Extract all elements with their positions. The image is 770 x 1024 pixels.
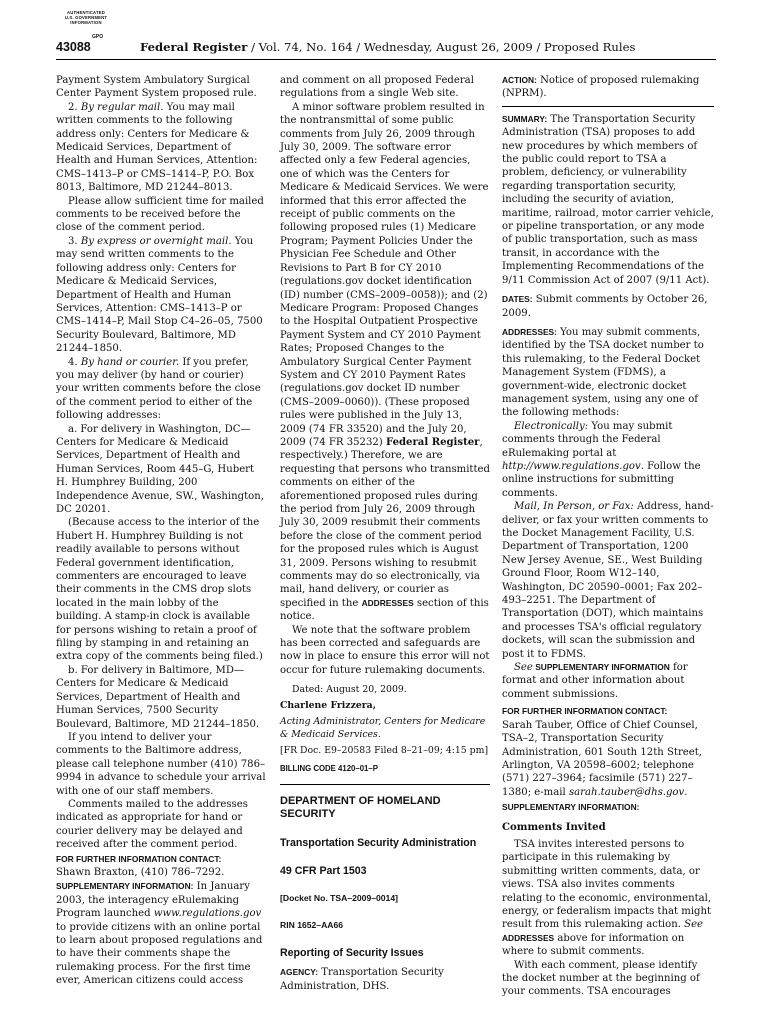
department-heading: DEPARTMENT OF HOMELAND SECURITY	[280, 794, 441, 821]
addresses-section: ADDRESSES: You may submit comments, identified by the TSA docket number to this rulemaking, to the Federal Docket Management System (FDMS), a government-wide, electronic docket management system, using any one of the following methods:	[502, 326, 704, 419]
signer-title: Acting Administrator, Centers for Medicare & Medicaid Services.	[280, 716, 486, 741]
signer-name: Charlene Frizzera,	[280, 700, 376, 712]
rin-number: RIN 1652–AA66	[280, 919, 344, 930]
publication-name: Federal Register	[140, 40, 248, 54]
paragraph: If you intend to deliver your comments to the Baltimore address, please call telephone number (410) 786–9994 in advance to schedule your arrival with one of our staff members.	[56, 731, 266, 797]
gpo-authentication-seal-icon	[54, 10, 118, 40]
paragraph: With each comment, please identify the docket number at the beginning of your comments. TSA encourages	[502, 959, 700, 998]
docket-number: [Docket No. TSA–2009–0014]	[280, 892, 398, 903]
sub-agency-heading: Transportation Security Administration	[280, 836, 477, 849]
summary-section: SUMMARY: The Transportation Security Administration (TSA) proposes to add new procedures by which members of the public could report to TSA a problem, deficiency, or vulnerability regarding transportation security, including the security of aviation, maritime, railroad, motor carrier vehicle, or pipeline transportation, or any mode of public transportation, such as mass transit, in accordance with the Implementing Recommendations of the 9/11 Commission Act of 2007 (9/11 Act).	[502, 113, 714, 286]
paragraph: 4. By hand or courier. If you prefer, you may deliver (by hand or courier) your written comments before the close of the comment period to either of the following addresses:	[56, 356, 261, 422]
seal-gpo-label: GPO	[92, 34, 104, 40]
paragraph: 3. By express or overnight mail. You may send written comments to the following address only: Centers for Medicare & Medicaid Services, Department of Health and Human Services, Attention: CMS–1413–P or CMS–1414–P, Mail Stop C4–26–05, 7500 Security Boulevard, Baltimore, MD 21244–1850.	[56, 235, 263, 355]
billing-code: BILLING CODE 4120–01–P	[280, 764, 378, 774]
dates-label: DATES:	[502, 294, 533, 305]
dates-section: DATES: Submit comments by October 26, 2009.	[502, 294, 708, 319]
paragraph: a. For delivery in Washington, DC—Centers for Medicare & Medicaid Services, Department of Health and Human Services, Room 445–G, Hubert H. Humphrey Building, 200 Independence Avenue, SW., Washington, DC 20201.	[56, 423, 264, 515]
column-2	[280, 74, 490, 993]
section-rule	[502, 106, 714, 107]
seal-line: U.S. GOVERNMENT	[64, 15, 108, 20]
supplementary-label: SUPPLEMENTARY INFORMATION:	[56, 881, 194, 892]
fr-doc-line: [FR Doc. E9–20583 Filed 8–21–09; 4:15 pm]	[280, 745, 489, 757]
rule-title: Reporting of Security Issues	[280, 946, 424, 959]
dated-line: Dated: August 20, 2009.	[292, 684, 407, 696]
regulations-link[interactable]: www.regulations.gov	[153, 908, 262, 920]
paragraph: and comment on all proposed Federal regulations from a single Web site.	[280, 75, 474, 100]
running-head	[140, 40, 635, 54]
paragraph: b. For delivery in Baltimore, MD—Centers for Medicare & Medicaid Services, Department of Health and Human Services, 7500 Security Boulevard, Baltimore, MD 21244–1850.	[56, 664, 260, 730]
paragraph: TSA invites interested persons to participate in this rulemaking by submitting written comments, data, or views. TSA also invites comments relating to the economic, environmental, energy, or federalism impacts that might result from this rulemaking action. See ADDRESSES above for information on where to submit comments.	[502, 838, 712, 958]
eRulemaking-link[interactable]: http://www.regulations.gov	[502, 460, 641, 472]
contact-section: FOR FURTHER INFORMATION CONTACT: Sarah Tauber, Office of Chief Counsel, TSA–2, Transportation Security Administration, 601 South 12th Street, Arlington, VA 20598–6002; telephone (571) 227–3964; facsimile (571) 227–1380; e-mail sarah.tauber@dhs.gov.	[502, 706, 702, 798]
paragraph: (Because access to the interior of the Hubert H. Humphrey Building is not readily available to persons without Federal government identification, commenters are encouraged to leave their comments in the CMS drop slots located in the main lobby of the building. A stamp-in clock is available for persons wishing to retain a proof of filing by stamping in and retaining an extra copy of the comments being filed.)	[56, 517, 263, 663]
paragraph: Mail, In Person, or Fax: Address, hand-deliver, or fax your written comments to the Docket Management Facility, U.S. Department of Transportation, 1200 New Jersey Avenue, SE., West Building Ground Floor, Room W12–140, Washington, DC 20590–0001; Fax 202–493–2251. The Department of Transportation (DOT), which maintains and processes TSA's official regulatory dockets, will scan the submission and post it to FDMS.	[502, 501, 714, 660]
supplementary-label: SUPPLEMENTARY INFORMATION:	[502, 802, 640, 813]
contact-label: FOR FURTHER INFORMATION CONTACT:	[56, 853, 222, 864]
agency-label: AGENCY:	[280, 967, 318, 978]
page-number: 43088	[56, 40, 91, 54]
seal-line: INFORMATION	[70, 20, 102, 25]
addresses-label: ADDRESSES:	[502, 326, 557, 337]
column-1	[56, 74, 266, 988]
paragraph: A minor software problem resulted in the nontransmittal of some public comments from July 26, 2009 through July 30, 2009. The software error affected only a few Federal agencies, one of which was the Centers for Medicare & Medicaid Services. We were informed that this error affected the receipt of public comments on the following proposed rules (1) Medicare Program; Payment Policies Under the Physician Fee Schedule and Other Revisions to Part B for CY 2010 (regulations.gov docket identification (ID) number (CMS–2009–0058)); and (2) Medicare Program: Proposed Changes to the Hospital Outpatient Prospective Payment System and CY 2010 Payment Rates; Proposed Changes to the Ambulatory Surgical Center Payment System and CY 2010 Payment Rates (regulations.gov docket ID number (CMS–2009–0060)). (These proposed rules were published in the July 13, 2009 (74 FR 33520) and the July 20, 2009 (74 FR 35232) Federal Register, respectively.) Therefore, we are requesting that persons who transmitted comments on either of the aforementioned proposed rules during the period from July 26, 2009 through July 30, 2009 resubmit their comments before the close of the comment period for the proposed rules which is August 31, 2009. Persons wishing to resubmit comments may do so electronically, via mail, hand delivery, or courier as specified in the ADDRESSES section of this notice.	[280, 101, 490, 623]
paragraph: Electronically: You may submit comments through the Federal eRulemaking portal at http://www.regulations.gov. Follow the online instructions for submitting comments.	[502, 420, 701, 499]
issue-info: / Vol. 74, No. 164 / Wednesday, August 26, 2009 / Proposed Rules	[247, 40, 636, 54]
paragraph: 2. By regular mail. You may mail written comments to the following address only: Centers for Medicare & Medicaid Services, Department of Health and Human Services, Attention: CMS–1413–P or CMS–1414–P, P.O. Box 8013, Baltimore, MD 21244–8013.	[56, 101, 258, 194]
seal-line: AUTHENTICATED	[67, 10, 105, 15]
email-link[interactable]: sarah.tauber@dhs.gov	[568, 786, 685, 798]
paragraph: Payment System Ambulatory Surgical Center Payment System proposed rule.	[56, 75, 257, 100]
paragraph: Please allow sufficient time for mailed comments to be received before the close of the comment period.	[56, 195, 264, 234]
comments-invited-heading: Comments Invited	[502, 821, 606, 833]
supplementary-section: SUPPLEMENTARY INFORMATION: In January 2003, the interagency eRulemaking Program launched www.regulations.gov to provide citizens with an online portal to learn about proposed regulations and to have their comments shape the rulemaking process. For the first time ever, American citizens could access	[56, 881, 263, 987]
header-rule	[56, 59, 716, 60]
action-label: ACTION:	[502, 75, 537, 85]
paragraph: We note that the software problem has been corrected and safeguards are now in place to ensure this error will not occur for future rulemaking documents.	[280, 624, 490, 676]
cfr-part: 49 CFR Part 1503	[280, 864, 367, 877]
column-3	[502, 74, 714, 999]
summary-label: SUMMARY:	[502, 113, 548, 124]
section-separator	[280, 784, 490, 785]
contact-section: FOR FURTHER INFORMATION CONTACT: Shawn Braxton, (410) 786–7292.	[56, 853, 225, 878]
action-section: ACTION: Notice of proposed rulemaking (NPRM).	[502, 75, 700, 100]
paragraph: See SUPPLEMENTARY INFORMATION for format and other information about comment submissions.	[502, 662, 688, 700]
contact-label: FOR FURTHER INFORMATION CONTACT:	[502, 706, 668, 717]
agency-section: AGENCY: Transportation Security Administration, DHS.	[280, 967, 444, 992]
paragraph: Comments mailed to the addresses indicated as appropriate for hand or courier delivery may be delayed and received after the comment period.	[56, 798, 248, 851]
